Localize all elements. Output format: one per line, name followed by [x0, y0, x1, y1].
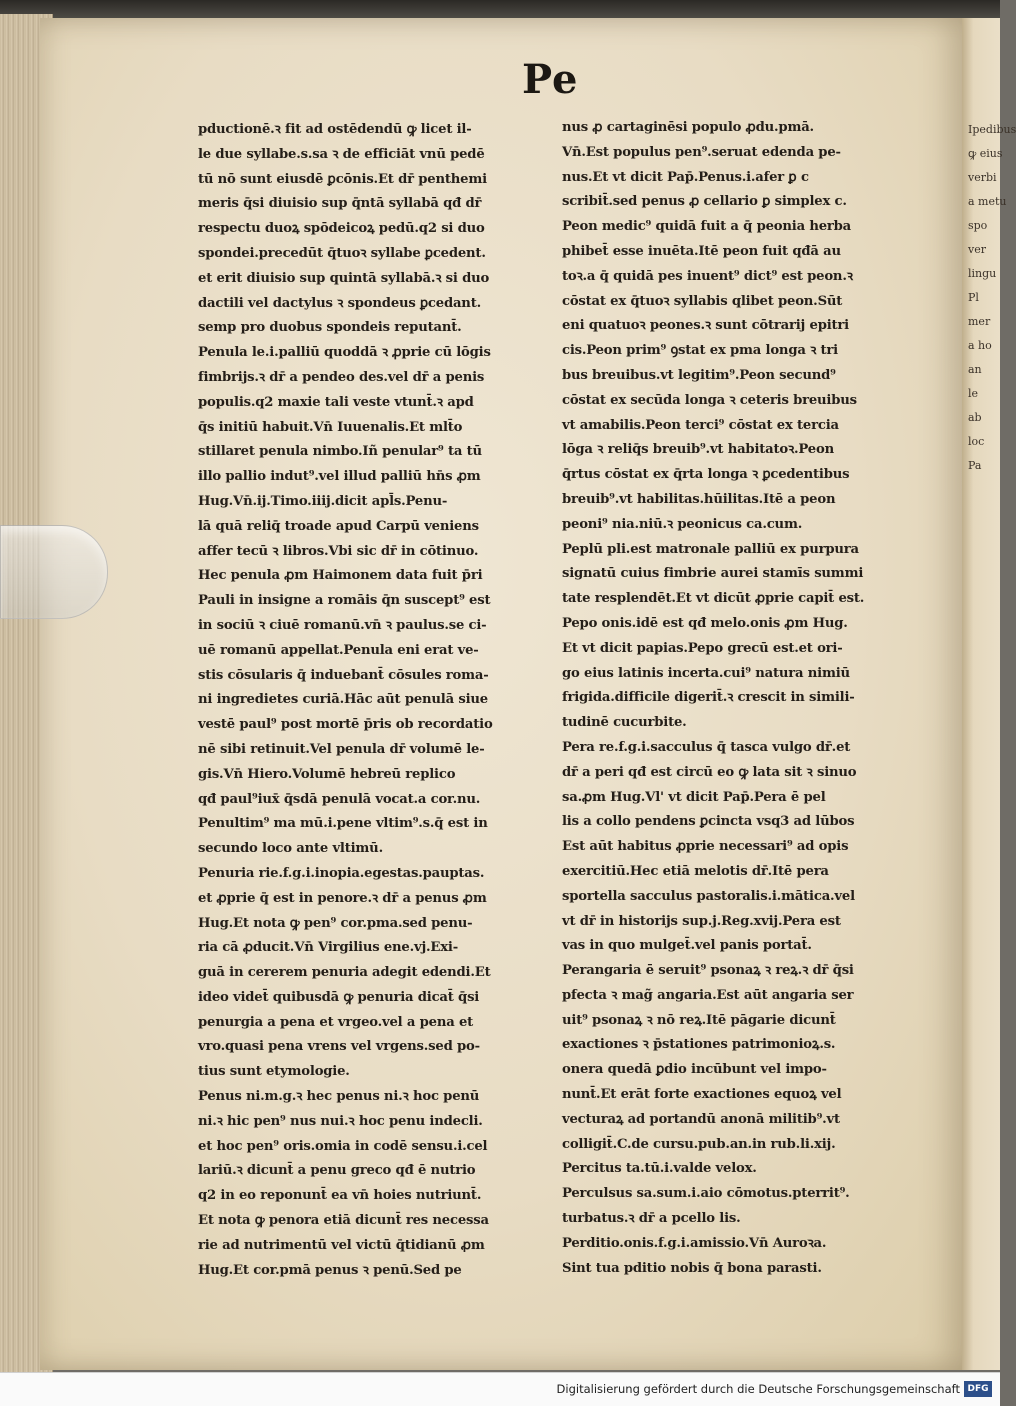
text-line: colligit̄.C.de cursu.pub.an.in rub.li.xij. [562, 1136, 836, 1152]
text-line: et erit diuisio sup quintā syllabā.ꝛ si duo [198, 270, 490, 286]
text-line: pfecta ꝛ mag̃ angaria.Est aūt angaria ser [562, 987, 854, 1003]
text-line: sa.ꝓm Hug.Vl' vt dicit Pap̄.Pera ē pel [562, 789, 826, 805]
text-line: nus ꝓ cartaginēsi populo ꝓdu.pmā. [562, 120, 814, 135]
text-line: Pepo onis.idē est qđ melo.onis ꝓm Hug. [562, 615, 848, 631]
text-line: Peon medic⁹ quidā fuit a q̄ peonia herba [562, 219, 852, 235]
next-page-text [962, 18, 1016, 478]
next-page-fragment: le [968, 387, 979, 400]
text-line: rie ad nutrimentū vel victū q̄tidianū ꝓm [198, 1237, 485, 1253]
text-line: q2 in eo reponunt̄ ea vn̄ hoies nutriunt̄. [198, 1188, 482, 1204]
text-line: qđ paul⁹iux̄ q̄sdā penulā vocat.a cor.nu. [198, 791, 481, 807]
text-line: breuib⁹.vt habilitas.hūilitas.Itē a peon [562, 491, 836, 507]
left-text-column [198, 118, 543, 1283]
text-line: gis.Vn̄ Hiero.Volumē hebreū replico [198, 766, 456, 782]
next-page-fragment: Ipedibus [968, 123, 1016, 136]
text-line: cōstat ex q̄tuoꝛ syllabis qlibet peon.Sūt [562, 293, 843, 309]
text-line: ideo videt̄ quibusdā ꝙ penuria dicat̄ q̄si [198, 989, 480, 1005]
text-line: pductionē.ꝛ fit ad ostēdendū ꝙ licet il- [198, 122, 472, 137]
next-page-fragment: a metu [968, 195, 1007, 208]
text-line: signatū cuius fimbrie aurei stamīs summi [562, 566, 864, 582]
next-page-fragment: lingu [968, 267, 997, 280]
text-line: ni ingredietes curiā.Hāc aūt penulā siue [198, 692, 488, 708]
next-page-fragment: ꝙ eius [968, 147, 1003, 160]
text-line: bus breuibus.vt legitim⁹.Peon secund⁹ [562, 367, 836, 383]
text-line: Penuria rie.f.g.i.inopia.egestas.pauptas. [198, 865, 485, 881]
text-line: nē sibi retinuit.Vel penula dr̄ volumē le- [198, 741, 485, 757]
text-line: et ꝓprie q̄ est in penore.ꝛ dr̄ a penus ꝓm [198, 890, 487, 906]
text-line: phibet̄ esse inuēta.Itē peon fuit qđā au [562, 243, 841, 259]
text-line: meris q̄si diuisio sup q̄ntā syllabā qđ dr̄ [198, 196, 482, 212]
text-line: illo pallio indut⁹.vel illud palliū hn̄s ꝓm [198, 469, 481, 485]
next-page-fragment: mer [968, 315, 991, 328]
text-line: q̄rtus cōstat ex q̄rta longa ꝛ ꝑcedentibus [562, 467, 850, 483]
text-line: tū nō sunt eiusdē ꝑcōnis.Et dr̄ penthemi [198, 171, 487, 187]
next-page-fragment: loc [968, 435, 985, 448]
text-line: Penultim⁹ ma mū.i.pene vltim⁹.s.q̄ est in [198, 816, 488, 832]
text-line: Perculsus sa.sum.i.aio cōmotus.pterrit⁹. [562, 1186, 850, 1202]
text-line: spondei.precedūt q̄tuoꝛ syllabe ꝑcedent. [198, 245, 486, 261]
text-line: dr̄ a peri qđ est circū eo ꝙ lata sit ꝛ sinuo [562, 764, 857, 780]
text-line: Perangaria ē seruit⁹ psonaꝝ ꝛ reꝝ.ꝛ dr̄ q̄si [562, 963, 854, 979]
footer-bar [0, 1372, 1000, 1406]
text-line: stillaret penula nimbo.Iñ penular⁹ ta tū [198, 444, 482, 460]
text-line: affer tecū ꝛ libros.Vbi sic dr̄ in cōtinuo. [198, 543, 479, 559]
text-line: exactiones ꝛ p̄stationes patrimonioꝝ.s. [562, 1037, 836, 1053]
text-line: respectu duoꝝ spōdeicoꝝ pedū.q2 si duo [198, 221, 485, 237]
text-line: vecturaꝝ ad portandū anonā militib⁹.vt [562, 1111, 840, 1127]
next-page-fragment: ver [968, 243, 986, 256]
page-clip [0, 525, 108, 619]
text-line: Hug.Et nota ꝙ pen⁹ cor.pma.sed penu- [198, 915, 473, 931]
text-line: le due syllabe.s.sa ꝛ de efficiāt vnū pedē [198, 146, 485, 162]
text-line: populis.q2 maxie tali veste vtunt̄.ꝛ apd [198, 394, 474, 410]
text-line: guā in cererem penuria adegit edendi.Et [198, 965, 491, 981]
text-line: stis cōsularis q̄ induebant̄ cōsules roma- [198, 667, 489, 683]
text-line: nunt̄.Et erāt forte exactiones equoꝝ vel [562, 1087, 842, 1103]
text-line: secundo loco ante vltimū. [198, 841, 383, 857]
right-text-column [562, 116, 907, 1281]
text-line: lōga ꝛ reliq̄s breuib⁹.vt habitatoꝛ.Peon [562, 442, 834, 458]
text-line: Sint tua pditio nobis q̄ bona parasti. [562, 1260, 822, 1276]
text-line: vro.quasi pena vrens vel vrgens.sed po- [198, 1039, 480, 1055]
next-page-fragment: verbi [968, 171, 997, 184]
text-line: et hoc pen⁹ oris.omia in codē sensu.i.cel [198, 1138, 488, 1154]
text-line: tate resplendēt.Et vt dicūt ꝓprie capit̄ est. [562, 591, 865, 607]
text-line: go eius latinis incerta.cui⁹ natura nimiū [562, 665, 850, 681]
text-line: lariū.ꝛ dicunt̄ a penu greco qđ ē nutrio [198, 1163, 476, 1179]
text-line: ni.ꝛ hic pen⁹ nus nui.ꝛ hoc penu indecli. [198, 1113, 483, 1129]
next-page-fragment: ab [968, 411, 982, 424]
text-line: cōstat ex secūda longa ꝛ ceteris breuibus [562, 392, 857, 408]
text-line: nus.Et vt dicit Pap̄.Penus.i.afer ꝑ c [562, 169, 809, 185]
text-line: Peplū pli.est matronale palliū ex purpura [562, 541, 859, 557]
next-page-fragment: an [968, 363, 982, 376]
text-line: tudinē cucurbite. [562, 715, 687, 731]
text-line: uē romanū appellat.Penula eni erat ve- [198, 642, 479, 658]
text-line: Penula le.i.palliū quoddā ꝛ ꝓprie cū lōgis [198, 345, 491, 361]
text-line: Pauli in insigne a romāis q̄n suscept⁹ est [198, 593, 491, 609]
text-line: ria cā ꝓducit.Vn̄ Virgilius ene.vj.Exi- [198, 940, 459, 956]
text-line: uit⁹ psonaꝝ ꝛ nō reꝝ.Itē pāgarie dicunt̄ [562, 1012, 836, 1028]
text-line: Hec penula ꝓm Haimonem data fuit p̄ri [198, 568, 483, 584]
next-page-fragment: spo [968, 219, 988, 232]
funding-credit: Digitalisierung gefördert durch die Deutsche Forschungsgemeinschaft [556, 1382, 960, 1396]
text-line: Penus ni.m.g.ꝛ hec penus ni.ꝛ hoc penū [198, 1089, 480, 1105]
text-line: tius sunt etymologie. [198, 1064, 350, 1080]
text-line: penurgia a pena et vrgeo.vel a pena et [198, 1014, 474, 1030]
text-line: Hug.Et cor.pmā penus ꝛ penū.Sed pe [198, 1262, 462, 1278]
text-line: exercitiū.Hec etiā melotis dr̄.Itē pera [562, 863, 829, 879]
text-line: Percitus ta.tū.i.valde velox. [562, 1161, 757, 1177]
text-line: toꝛ.a q̄ quidā pes inuent⁹ dict⁹ est peon.ꝛ [562, 268, 853, 284]
text-line: lis a collo pendens ꝑcincta vsq3 ad lūbos [562, 814, 855, 830]
text-line: semp pro duobus spondeis reputant̄. [198, 320, 462, 336]
next-page-edge [962, 18, 1016, 1370]
text-line: in sociū ꝛ ciuē romanū.vn̄ ꝛ paulus.se ci- [198, 617, 487, 633]
text-line: frigida.difficile digerit̄.ꝛ crescit in simili- [562, 690, 855, 706]
text-line: onera quedā ꝑdio incūbunt vel impo- [562, 1062, 827, 1078]
text-line: fimbrijs.ꝛ dr̄ a pendeo des.vel dr̄ a penis [198, 369, 485, 385]
text-line: vt amabilis.Peon terci⁹ cōstat ex tercia [562, 417, 839, 433]
text-line: Hug.Vn̄.ij.Timo.iiij.dicit apl̄s.Penu- [198, 493, 448, 509]
text-line: lā quā reliq̄ troade apud Carpū veniens [198, 518, 479, 534]
next-page-fragment: a ho [968, 339, 992, 352]
text-line: sportella sacculus pastoralis.i.mātica.vel [562, 888, 855, 904]
text-line: scribit̄.sed penus ꝓ cellario ꝑ simplex c. [562, 194, 847, 210]
text-line: turbatus.ꝛ dr̄ a pcello lis. [562, 1211, 741, 1227]
running-head: Pe [522, 56, 579, 103]
text-line: Et vt dicit papias.Pepo grecū est.et ori- [562, 640, 843, 656]
dfg-logo: DFG [964, 1381, 992, 1397]
text-line: q̄s initiū habuit.Vn̄ Iuuenalis.Et mlt̄o [198, 419, 463, 435]
text-line: vestē paul⁹ post mortē p̄ris ob recordatio [198, 717, 493, 733]
text-line: vas in quo mulget̄.vel panis portat̄. [562, 938, 812, 954]
text-line: Et nota ꝙ penora etiā dicunt̄ res necessa [198, 1213, 489, 1229]
text-line: dactili vel dactylus ꝛ spondeus ꝑcedant. [198, 295, 481, 311]
text-line: peoni⁹ nia.niū.ꝛ peonicus ca.cum. [562, 516, 803, 532]
text-line: vt dr̄ in historijs sup.j.Reg.xvij.Pera est [562, 913, 841, 929]
text-line: Vn̄.Est populus pen⁹.seruat edenda pe- [562, 144, 841, 160]
text-line: Perditio.onis.f.g.i.amissio.Vn̄ Auroꝛa. [562, 1235, 827, 1251]
next-page-fragment: Pa [968, 459, 982, 472]
text-line: eni quatuoꝛ peones.ꝛ sunt cōtrarij epitri [562, 318, 849, 334]
next-page-fragment: Pl [968, 291, 979, 304]
text-line: cis.Peon prim⁹ ꝯstat ex pma longa ꝛ tri [562, 343, 838, 359]
text-line: Pera re.f.g.i.sacculus q̄ tasca vulgo dr̄.et [562, 739, 851, 755]
text-line: Est aūt habitus ꝓprie necessari⁹ ad opis [562, 839, 849, 855]
